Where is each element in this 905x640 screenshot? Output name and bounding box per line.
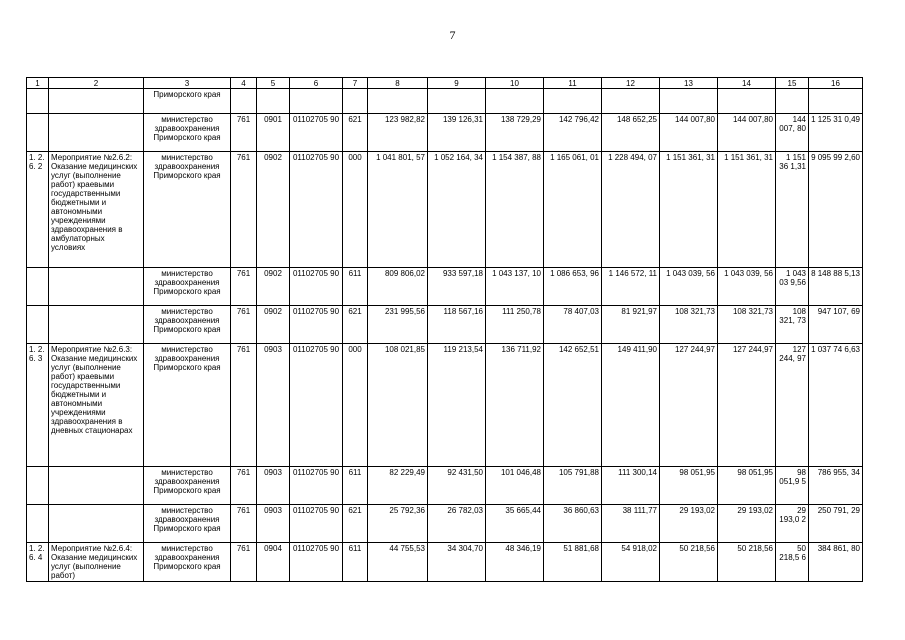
amount-cell: 1 043 137, 10 — [486, 268, 544, 306]
amount-cell: 127 244,97 — [660, 344, 718, 467]
table-row — [27, 268, 863, 306]
table-row — [27, 306, 863, 344]
code-cell: 611 — [343, 268, 368, 306]
code-cell — [343, 89, 368, 114]
activity-name-cell: Мероприятие №2.6.4: Оказание медицинских услуг (выполнение работ) — [49, 543, 144, 582]
amount-cell: 34 304,70 — [428, 543, 486, 582]
amount-cell: 36 860,63 — [544, 505, 602, 543]
amount-cell — [602, 89, 660, 114]
amount-cell: 119 213,54 — [428, 344, 486, 467]
amount-cell — [368, 89, 428, 114]
amount-cell: 29 193,02 — [718, 505, 776, 543]
code-cell: 0901 — [257, 114, 290, 152]
amount-cell: 29 193,0 2 — [776, 505, 809, 543]
amount-cell: 142 652,51 — [544, 344, 602, 467]
amount-cell: 1 125 31 0,49 — [809, 114, 863, 152]
activity-name-cell — [49, 268, 144, 306]
amount-cell: 78 407,03 — [544, 306, 602, 344]
amount-cell: 38 111,77 — [602, 505, 660, 543]
amount-cell: 142 796,42 — [544, 114, 602, 152]
column-header-13: 13 — [660, 78, 718, 89]
amount-cell: 1 151 36 1,31 — [776, 152, 809, 268]
code-cell: 761 — [231, 505, 257, 543]
amount-cell — [486, 89, 544, 114]
code-cell: 01102705 90 — [290, 268, 343, 306]
code-cell: 01102705 90 — [290, 344, 343, 467]
amount-cell: 1 043 039, 56 — [660, 268, 718, 306]
code-cell: 01102705 90 — [290, 467, 343, 505]
amount-cell: 54 918,02 — [602, 543, 660, 582]
amount-cell: 148 652,25 — [602, 114, 660, 152]
amount-cell — [809, 89, 863, 114]
amount-cell: 786 955, 34 — [809, 467, 863, 505]
amount-cell: 1 086 653, 96 — [544, 268, 602, 306]
code-cell: 761 — [231, 467, 257, 505]
row-number-cell: 1. 2. 6. 2 — [27, 152, 49, 268]
code-cell: 01102705 90 — [290, 505, 343, 543]
column-header-8: 8 — [368, 78, 428, 89]
executor-cell: министерство здравоохранения Приморского края — [144, 467, 231, 505]
code-cell: 611 — [343, 543, 368, 582]
code-cell — [290, 89, 343, 114]
amount-cell: 149 411,90 — [602, 344, 660, 467]
amount-cell — [428, 89, 486, 114]
column-header-6: 6 — [290, 78, 343, 89]
amount-cell: 81 921,97 — [602, 306, 660, 344]
column-header-16: 16 — [809, 78, 863, 89]
column-header-1: 1 — [27, 78, 49, 89]
activity-name-cell — [49, 467, 144, 505]
amount-cell: 1 043 039, 56 — [718, 268, 776, 306]
amount-cell: 29 193,02 — [660, 505, 718, 543]
column-header-10: 10 — [486, 78, 544, 89]
column-header-5: 5 — [257, 78, 290, 89]
amount-cell: 98 051,9 5 — [776, 467, 809, 505]
row-number-cell — [27, 268, 49, 306]
amount-cell: 105 791,88 — [544, 467, 602, 505]
amount-cell: 1 154 387, 88 — [486, 152, 544, 268]
code-cell: 0902 — [257, 268, 290, 306]
amount-cell: 123 982,82 — [368, 114, 428, 152]
code-cell: 761 — [231, 543, 257, 582]
amount-cell: 127 244, 97 — [776, 344, 809, 467]
table-row — [27, 89, 863, 114]
code-cell: 0903 — [257, 344, 290, 467]
code-cell: 01102705 90 — [290, 114, 343, 152]
activity-name-cell — [49, 505, 144, 543]
amount-cell: 25 792,36 — [368, 505, 428, 543]
executor-cell: министерство здравоохранения Приморского края — [144, 152, 231, 268]
code-cell — [231, 89, 257, 114]
amount-cell — [718, 89, 776, 114]
amount-cell — [544, 89, 602, 114]
amount-cell: 98 051,95 — [660, 467, 718, 505]
code-cell: 761 — [231, 152, 257, 268]
amount-cell: 92 431,50 — [428, 467, 486, 505]
table-row — [27, 467, 863, 505]
executor-cell: министерство здравоохранения Приморского края — [144, 505, 231, 543]
column-header-11: 11 — [544, 78, 602, 89]
amount-cell: 1 146 572, 11 — [602, 268, 660, 306]
amount-cell: 118 567,16 — [428, 306, 486, 344]
amount-cell: 1 151 361, 31 — [660, 152, 718, 268]
code-cell: 621 — [343, 114, 368, 152]
amount-cell: 1 228 494, 07 — [602, 152, 660, 268]
amount-cell: 1 151 361, 31 — [718, 152, 776, 268]
code-cell: 01102705 90 — [290, 152, 343, 268]
executor-cell: министерство здравоохранения Приморского края — [144, 344, 231, 467]
amount-cell: 26 782,03 — [428, 505, 486, 543]
amount-cell — [660, 89, 718, 114]
code-cell: 0904 — [257, 543, 290, 582]
row-number-cell — [27, 89, 49, 114]
row-number-cell — [27, 114, 49, 152]
amount-cell: 108 021,85 — [368, 344, 428, 467]
table-row — [27, 114, 863, 152]
amount-cell: 1 043 03 9,56 — [776, 268, 809, 306]
column-header-4: 4 — [231, 78, 257, 89]
code-cell: 611 — [343, 467, 368, 505]
amount-cell: 111 300,14 — [602, 467, 660, 505]
column-header-15: 15 — [776, 78, 809, 89]
amount-cell: 144 007,80 — [718, 114, 776, 152]
column-header-7: 7 — [343, 78, 368, 89]
amount-cell: 1 165 061, 01 — [544, 152, 602, 268]
amount-cell: 98 051,95 — [718, 467, 776, 505]
column-header-9: 9 — [428, 78, 486, 89]
page-number: 7 — [449, 28, 456, 42]
code-cell: 761 — [231, 344, 257, 467]
executor-cell: Приморского края — [144, 89, 231, 114]
amount-cell: 111 250,78 — [486, 306, 544, 344]
amount-cell: 144 007, 80 — [776, 114, 809, 152]
table-row — [27, 152, 863, 268]
activity-name-cell — [49, 306, 144, 344]
code-cell: 761 — [231, 306, 257, 344]
amount-cell: 108 321, 73 — [776, 306, 809, 344]
amount-cell: 136 711,92 — [486, 344, 544, 467]
code-cell: 761 — [231, 268, 257, 306]
code-cell: 0902 — [257, 152, 290, 268]
column-header-3: 3 — [144, 78, 231, 89]
amount-cell: 933 597,18 — [428, 268, 486, 306]
column-header-12: 12 — [602, 78, 660, 89]
column-header-14: 14 — [718, 78, 776, 89]
amount-cell: 1 052 164, 34 — [428, 152, 486, 268]
amount-cell: 1 041 801, 57 — [368, 152, 428, 268]
amount-cell: 108 321,73 — [660, 306, 718, 344]
activity-name-cell — [49, 89, 144, 114]
header-row — [27, 78, 863, 89]
code-cell: 000 — [343, 344, 368, 467]
column-header-2: 2 — [49, 78, 144, 89]
code-cell: 761 — [231, 114, 257, 152]
amount-cell: 50 218,56 — [718, 543, 776, 582]
code-cell: 0903 — [257, 505, 290, 543]
row-number-cell: 1. 2. 6. 3 — [27, 344, 49, 467]
code-cell: 0903 — [257, 467, 290, 505]
row-number-cell — [27, 505, 49, 543]
amount-cell: 127 244,97 — [718, 344, 776, 467]
amount-cell: 9 095 99 2,60 — [809, 152, 863, 268]
amount-cell: 51 881,68 — [544, 543, 602, 582]
amount-cell: 50 218,5 6 — [776, 543, 809, 582]
row-number-cell — [27, 306, 49, 344]
amount-cell: 250 791, 29 — [809, 505, 863, 543]
executor-cell: министерство здравоохранения Приморского края — [144, 543, 231, 582]
amount-cell: 35 665,44 — [486, 505, 544, 543]
executor-cell: министерство здравоохранения Приморского края — [144, 268, 231, 306]
activity-name-cell — [49, 114, 144, 152]
code-cell: 621 — [343, 306, 368, 344]
amount-cell: 231 995,56 — [368, 306, 428, 344]
amount-cell: 138 729,29 — [486, 114, 544, 152]
activity-name-cell: Мероприятие №2.6.2: Оказание медицинских услуг (выполнение работ) краевыми государственными бюджетными и автономными учреждениями здравоохранения в амбулаторных условиях — [49, 152, 144, 268]
amount-cell: 144 007,80 — [660, 114, 718, 152]
budget-table — [26, 77, 863, 582]
amount-cell: 139 126,31 — [428, 114, 486, 152]
executor-cell: министерство здравоохранения Приморского края — [144, 306, 231, 344]
executor-cell: министерство здравоохранения Приморского края — [144, 114, 231, 152]
amount-cell — [776, 89, 809, 114]
amount-cell: 1 037 74 6,63 — [809, 344, 863, 467]
code-cell: 01102705 90 — [290, 543, 343, 582]
amount-cell: 809 806,02 — [368, 268, 428, 306]
row-number-cell: 1. 2. 6. 4 — [27, 543, 49, 582]
amount-cell: 48 346,19 — [486, 543, 544, 582]
amount-cell: 82 229,49 — [368, 467, 428, 505]
table-row — [27, 344, 863, 467]
amount-cell: 108 321,73 — [718, 306, 776, 344]
activity-name-cell: Мероприятие №2.6.3: Оказание медицинских услуг (выполнение работ) краевыми государственными бюджетными и автономными учреждениями здравоохранения в дневных стационарах — [49, 344, 144, 467]
code-cell: 01102705 90 — [290, 306, 343, 344]
code-cell: 0902 — [257, 306, 290, 344]
amount-cell: 384 861, 80 — [809, 543, 863, 582]
amount-cell: 947 107, 69 — [809, 306, 863, 344]
code-cell — [257, 89, 290, 114]
table-row — [27, 505, 863, 543]
amount-cell: 101 046,48 — [486, 467, 544, 505]
code-cell: 000 — [343, 152, 368, 268]
amount-cell: 8 148 88 5,13 — [809, 268, 863, 306]
amount-cell: 44 755,53 — [368, 543, 428, 582]
amount-cell: 50 218,56 — [660, 543, 718, 582]
row-number-cell — [27, 467, 49, 505]
table-row — [27, 543, 863, 582]
code-cell: 621 — [343, 505, 368, 543]
